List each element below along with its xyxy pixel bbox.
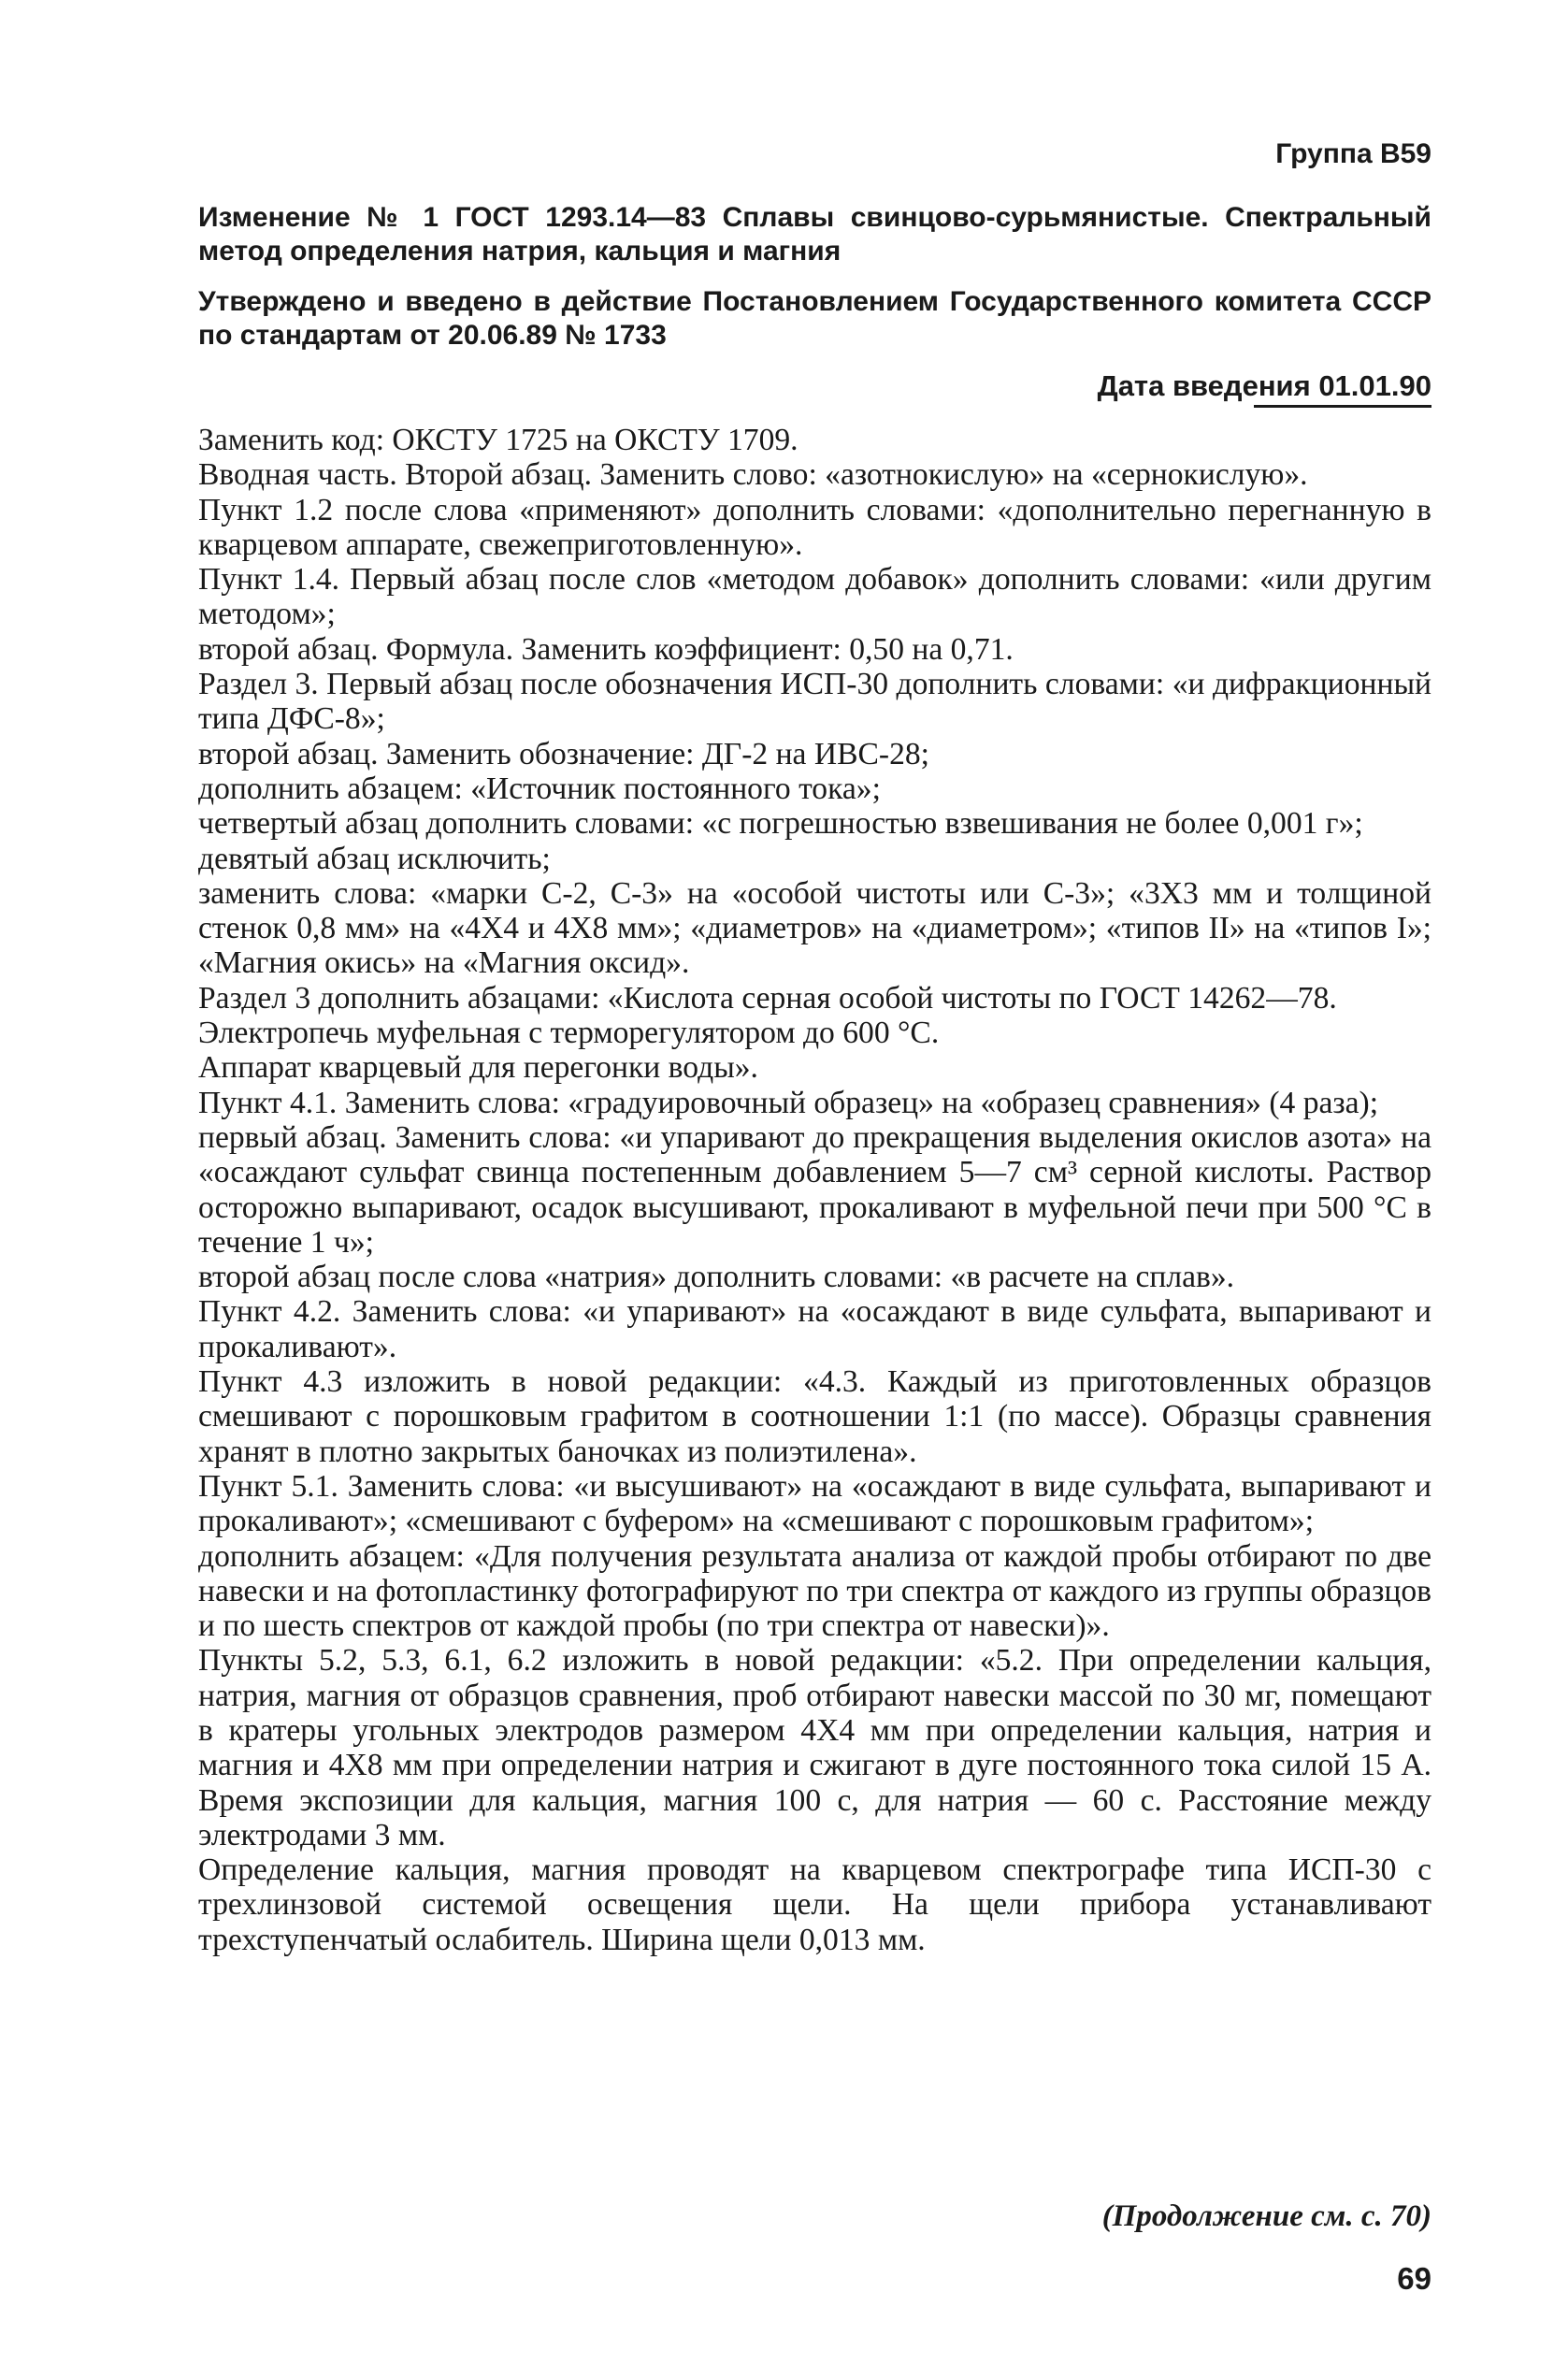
amendment-body — [198, 423, 1431, 1957]
paragraph: Пункт 1.4. Первый абзац после слов «методом добавок» дополнить словами: «или другим методом»; — [198, 562, 1431, 632]
paragraph: Раздел 3. Первый абзац после обозначения ИСП-30 дополнить словами: «и дифракционный типа ДФС-8»; — [198, 667, 1431, 737]
paragraph: Пункт 1.2 после слова «применяют» дополнить словами: «дополнительно перегнанную в кварцевом аппарате, свежеприготовленную». — [198, 492, 1431, 562]
continuation-note: (Продолжение см. с. 70) — [1101, 2199, 1431, 2233]
paragraph: Электропечь муфельная с терморегулятором до 600 °С. — [198, 1016, 940, 1051]
paragraph: Аппарат кварцевый для перегонки воды». — [198, 1050, 758, 1086]
paragraph: Пункт 5.1. Заменить слова: «и высушивают» на «осаждают в виде сульфата, выпаривают и прокаливают»; «смешивают с буфером» на «смешивают с порошковым графитом»; — [198, 1468, 1431, 1539]
paragraph: Пункт 4.3 изложить в новой редакции: «4.3. Каждый из приготовленных образцов смешивают с порошковым графитом в соотношении 1:1 (по массе). Образцы сравнения хранят в плотно закрытых баночках из полиэтилена». — [198, 1364, 1431, 1469]
paragraph: первый абзац. Заменить слова: «и упаривают до прекращения выделения окислов азота» на «осаждают сульфат свинца постепенным добавлением 5—7 см³ серной кислоты. Раствор осторожно выпаривают, осадок высушивают, прокаливают в муфельной печи при 500 °С в течение 1 ч»; — [198, 1119, 1431, 1260]
amendment-title: Изменение № 1 ГОСТ 1293.14—83 Сплавы свинцово-сурьмянистые. Спектральный метод определения натрия, кальция и магния — [198, 202, 1431, 267]
paragraph: дополнить абзацем: «Источник постоянного тока»; — [198, 771, 881, 806]
paragraph: Пункты 5.2, 5.3, 6.1, 6.2 изложить в новой редакции: «5.2. При определении кальция, натрия, магния от образцов сравнения, проб отбирают навески массой по 30 мг, помещают в кратеры угольных электродов размером 4Х4 мм при определении кальция, натрия и магния и 4Х8 мм при определении натрия и сжигают в дуге постоянного тока силой 15 А. Время экспозиции для кальция, магния 100 с, для натрия — 60 с. Расстояние между электродами 3 мм. — [198, 1643, 1431, 1852]
paragraph: Раздел 3 дополнить абзацами: «Кислота серная особой чистоты по ГОСТ 14262—78. — [198, 980, 1337, 1016]
paragraph: четвертый абзац дополнить словами: «с погрешностью взвешивания не более 0,001 г»; — [198, 806, 1363, 842]
paragraph: второй абзац. Заменить обозначение: ДГ-2 на ИВС-28; — [198, 736, 929, 771]
paragraph: Пункт 4.1. Заменить слова: «градуировочный образец» на «образец сравнения» (4 раза); — [198, 1085, 1379, 1120]
paragraph: второй абзац. Формула. Заменить коэффициент: 0,50 на 0,71. — [198, 631, 1014, 667]
approval-statement: Утверждено и введено в действие Постановлением Государственного комитета СССР по стандартам от 20.06.89 № 1733 — [198, 286, 1431, 351]
paragraph: Заменить код: ОКСТУ 1725 на ОКСТУ 1709. — [198, 423, 798, 457]
paragraph: второй абзац после слова «натрия» дополнить словами: «в расчете на сплав». — [198, 1260, 1235, 1295]
date-underline — [1254, 405, 1431, 408]
paragraph: Пункт 4.2. Заменить слова: «и упаривают» на «осаждают в виде сульфата, выпаривают и прокаливают». — [198, 1294, 1431, 1364]
effective-date: Дата введения 01.01.90 — [1097, 369, 1431, 402]
paragraph: заменить слова: «марки С-2, С-3» на «особой чистоты или С-3»; «3Х3 мм и толщиной стенок 0,8 мм» на «4Х4 и 4Х8 мм»; «диаметров» на «диаметром»; «типов II» на «типов I»; «Магния окись» на «Магния оксид». — [198, 875, 1431, 981]
paragraph: дополнить абзацем: «Для получения результата анализа от каждой пробы отбирают по две навески и на фотопластинку фотографируют по три спектра от каждого из группы образцов и по шесть спектров от каждой пробы (по три спектра от навески)». — [198, 1538, 1431, 1644]
group-code: Группа В59 — [1275, 138, 1431, 169]
page-number: 69 — [1397, 2261, 1431, 2296]
paragraph: Определение кальция, магния проводят на кварцевом спектрографе типа ИСП-30 с трехлинзовой системой освещения щели. На щели прибора устанавливают трехступенчатый ослабитель. Ширина щели 0,013 мм. — [198, 1852, 1431, 1957]
paragraph: Вводная часть. Второй абзац. Заменить слово: «азотнокислую» на «сернокислую». — [198, 457, 1308, 493]
paragraph: девятый абзац исключить; — [198, 841, 551, 876]
